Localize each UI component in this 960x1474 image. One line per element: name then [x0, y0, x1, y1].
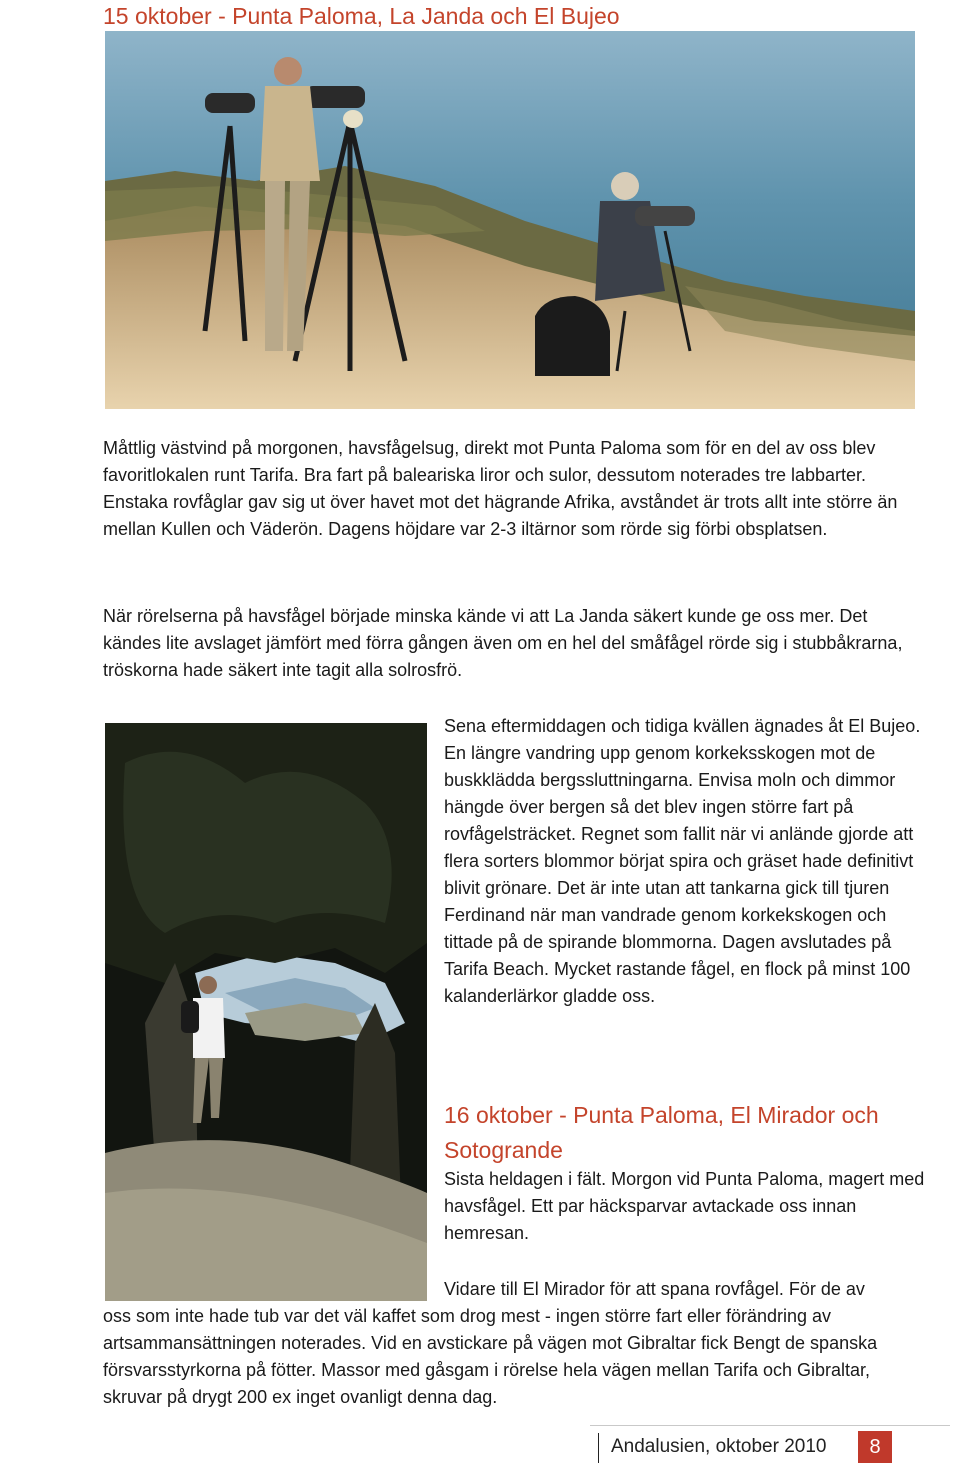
footer-title: Andalusien, oktober 2010	[611, 1436, 827, 1457]
paragraph-el-mirador: oss som inte hade tub var det väl kaffet som drog mest - ingen större fart eller förändring av artsammansättningen noterades. Vid en avstickare på vägen mot Gibraltar fick Bengt de spanska försvarsstyrkorna på fötter. Massor med gåsgam i rörelse hela vägen mellan Tarifa och Gibraltar, skruvar på drygt 200 ex inget ovanligt denna dag.	[103, 1306, 878, 1407]
cork-oak-forest-photo	[105, 723, 427, 1301]
section-heading-2	[444, 1098, 879, 1168]
paragraph-sista-heldagen: Sista heldagen i fält. Morgon vid Punta Paloma, magert med havsfågel. Ett par häcksparvar avtackade oss innan hemresan.	[444, 1169, 925, 1243]
footer-divider	[590, 1425, 950, 1426]
birders-coast-photo	[105, 31, 915, 409]
heading-2-line-2: Sotogrande	[444, 1137, 563, 1163]
footer-separator	[598, 1433, 599, 1463]
section-heading: 15 oktober - Punta Paloma, La Janda och El Bujeo	[103, 3, 620, 29]
paragraph-el-bujeo: Sena eftermiddagen och tidiga kvällen ägnades åt El Bujeo. En längre vandring upp genom korkeksskogen mot de buskklädda bergssluttningarna. Envisa moln och dimmor hängde över bergen så det blev ingen större fart på rovfågelsträcket. Regnet som fallit när vi anlände gjorde att flera sorters blommor börjat spira och gräset hade definitivt blivit grönare. Det är inte utan att tankarna gick till tjuren Ferdinand när man vandrade genom korkekskogen och tittade på de spirande blommorna. Dagen avslutades på Tarifa Beach. Mycket rastande fågel, en flock på minst 100 kalanderlärkor gladde oss.	[444, 716, 921, 1006]
heading-2-line-1: 16 oktober - Punta Paloma, El Mirador och	[444, 1102, 879, 1128]
paragraph-el-mirador-start: Vidare till El Mirador för att spana rovfågel. För de av	[444, 1279, 865, 1299]
page-number-badge: 8	[858, 1431, 892, 1463]
paragraph-la-janda: När rörelserna på havsfågel började minska kände vi att La Janda säkert kunde ge oss mer. Det kändes lite avslaget jämfört med förra gången även om en hel del småfågel rörde sig i stubbåkrarna, tröskorna hade säkert inte tagit alla solrosfrö.	[103, 606, 903, 680]
paragraph-punta-paloma: Måttlig västvind på morgonen, havsfågelsug, direkt mot Punta Paloma som för en del av oss blev favoritlokalen runt Tarifa. Bra fart på baleariska liror och sulor, dessutom noterades tre labbarter. Enstaka rovfåglar gav sig ut över havet mot det hägrande Afrika, avståndet är trots allt inte större än mellan Kullen och Väderön. Dagens höjdare var 2-3 iltärnor som rörde sig förbi obsplatsen.	[103, 438, 898, 539]
